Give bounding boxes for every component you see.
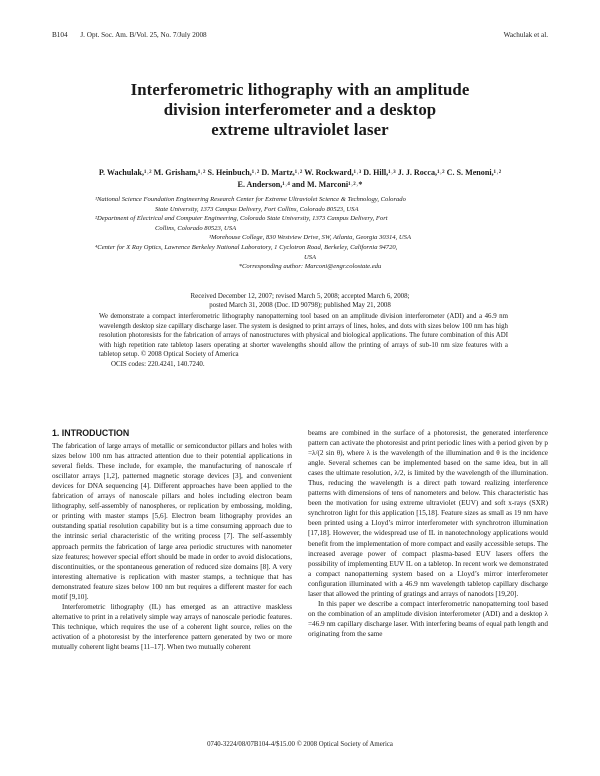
paragraph: beams are combined in the surface of a photoresist, the generated interference pattern can activate the photoresist and print periodic lines with a period given by p =λ/(2 sin θ), where λ is the wavelength of the illumination and θ is the incidence angle. Several schemes can be implemented based on the same idea, but in all cases the ultimate resolution, λ/2, is limited by the wavelength of the illumination. Thus, reducing the wavelength is a direct path toward realizing interference patterns with dimensions of tens of nanometers and below. This characteristic has been the motivation for using extreme ultraviolet (EUV) and soft x-rays (SXR) synchrotron light for this application [15,18]. Feature sizes as small as 19 nm have been printed using a Lloyd’s mirror interferometer with synchrotron illumination [17,18]. However, the widespread use of IL in nanotechnology applications would benefit from the implementation of more compact and easily accessible setups. The increased average power of compact plasma-based EUV lasers offers the possibility of implementing EUV IL on a tabletop. In recent work we demonstrated a compact nanopatterning system based on a Lloyd’s mirror interferometer configuration illuminated with a 46.9 nm wavelength tabletop capillary discharge laser that allowed the printing of gratings and arrays of nanodots [19,20]. — [308, 429, 548, 598]
affiliation-continuation: State University, 1373 Campus Delivery, Fort Collins, Colorado 80523, USA — [155, 205, 359, 213]
affiliation — [95, 233, 525, 243]
ocis-codes: OCIS codes: 220.4241, 140.7240. — [111, 360, 205, 368]
running-head — [52, 31, 548, 39]
affiliation — [95, 214, 525, 233]
title-line: division interferometer and a desktop — [163, 100, 437, 119]
affiliation — [95, 195, 525, 214]
corresponding-author — [95, 262, 525, 272]
section-heading: 1. INTRODUCTION — [52, 428, 130, 438]
affiliation-text: ¹National Science Foundation Engineering Research Center for Extreme Ultraviolet Science & Technology, Colorado — [95, 196, 406, 203]
page-id: B104 — [52, 31, 68, 39]
received-line: posted March 31, 2008 (Doc. ID 90798); published May 21, 2008 — [209, 302, 391, 310]
running-head-authors: Wachulak et al. — [503, 31, 548, 39]
paper-title — [60, 80, 540, 140]
paragraph: In this paper we describe a compact interferometric nanopatterning tool based on the combination of an amplitude division interferometer (ADI) and a desktop λ =46.9 nm capillary discharge laser. With interfering beams of equal path length and originating from the same — [308, 599, 548, 638]
running-head-left — [52, 31, 218, 39]
left-column — [52, 428, 292, 652]
affiliation — [95, 243, 525, 262]
paragraph: Interferometric lithography (IL) has emerged as an attractive maskless alternative to print in a relatively simple way arrays of nanoscale periodic features. This technique, which requires the use of a coherent light source, relies on the activation of a photoresist by the interference pattern generated by two or more mutually coherent light beams [11–17]. When two mutually coherent — [52, 602, 292, 651]
affiliation-text: ²Department of Electrical and Computer Engineering, Colorado State University, 1373 Campus Delivery, Fort — [95, 215, 388, 223]
paragraph: The fabrication of large arrays of metallic or semiconductor pillars and holes with sizes below 100 nm has attracted attention due to their potential applications in several fields. These include, for example, the manufacturing of nanoscale rf oscillator arrays [1,2], patterned magnetic storage devices [3], and convenient devices for DNA sequencing [4]. Different approaches have been applied to the fabrication of arrays of nanoscale pillars and holes including electron beam lithography, self-assembly of nanospheres, or replication by embossing, molding, or printing with master stamps [5,6]. Electron beam lithography provides an outstanding spatial resolution capability but is a time consuming approach due to the intrinsic serial characteristic of the writing process [7]. The self-assembly approach permits the fabrication of large area periodic structures with nanometer size features; however special effort should be made in order to avoid dislocations, discontinuities, or the spontaneous generation of reduced size domains [8]. A very interesting alternative is replication with master stamps, a technique that has demonstrated feature sizes below 100 nm but requires a different master for each motif [9,10]. — [52, 442, 292, 601]
corresponding-author-text: *Corresponding author: Marconi@engr.colostate.edu — [238, 263, 382, 271]
footer-copyright: 0740-3224/08/07B104-4/$15.00 © 2008 Optical Society of America — [207, 741, 393, 748]
title-line: Interferometric lithography with an amplitude — [130, 80, 470, 99]
title-line: extreme ultraviolet laser — [211, 120, 389, 139]
affiliation-continuation: USA — [303, 253, 317, 261]
affiliation-continuation: Collins, Colorado 80523, USA — [155, 224, 237, 232]
received-line: Received December 12, 2007; revised March 5, 2008; accepted March 6, 2008; — [190, 293, 410, 300]
received-dates — [90, 292, 510, 311]
author-list — [52, 167, 548, 190]
journal-citation: J. Opt. Soc. Am. B/Vol. 25, No. 7/July 2008 — [80, 31, 207, 39]
abstract — [99, 312, 508, 370]
right-column — [308, 428, 548, 639]
affiliation-text: ⁴Center for X Ray Optics, Lawrence Berkeley National Laboratory, 1 Cyclotron Road, Berkeley, California 94720, — [95, 243, 398, 251]
author-line: P. Wachulak,¹˒² M. Grisham,¹˒² S. Heinbuch,¹˒² D. Martz,¹˒² W. Rockward,¹˒³ D. Hill,¹˒³ J. J. Rocca,¹˒² C. S. Menoni,¹˒² — [98, 168, 502, 177]
affiliations — [95, 195, 525, 272]
author-line: E. Anderson,¹˒⁴ and M. Marconi¹˒²˒* — [237, 179, 363, 189]
abstract-text: We demonstrate a compact interferometric lithography nanopatterning tool based on an amplitude division interferometer (ADI) and a 46.9 nm wavelength desktop size capillary discharge laser. The system is designed to print arrays of lines, holes, and dots with sizes below 100 nm has high resolution photoresists for the fabrication of arrays of nanostructures with physical and biological applications. The future combination of this ADI with high repetition rate tabletop lasers operating at shorter wavelengths should allow the printing of arrays of sub-10 nm size features with a tabletop setup. © 2008 Optical Society of America — [99, 313, 508, 359]
affiliation-text: ³Morehouse College, 830 Westview Drive, SW, Atlanta, Georgia 30314, USA — [209, 234, 411, 242]
